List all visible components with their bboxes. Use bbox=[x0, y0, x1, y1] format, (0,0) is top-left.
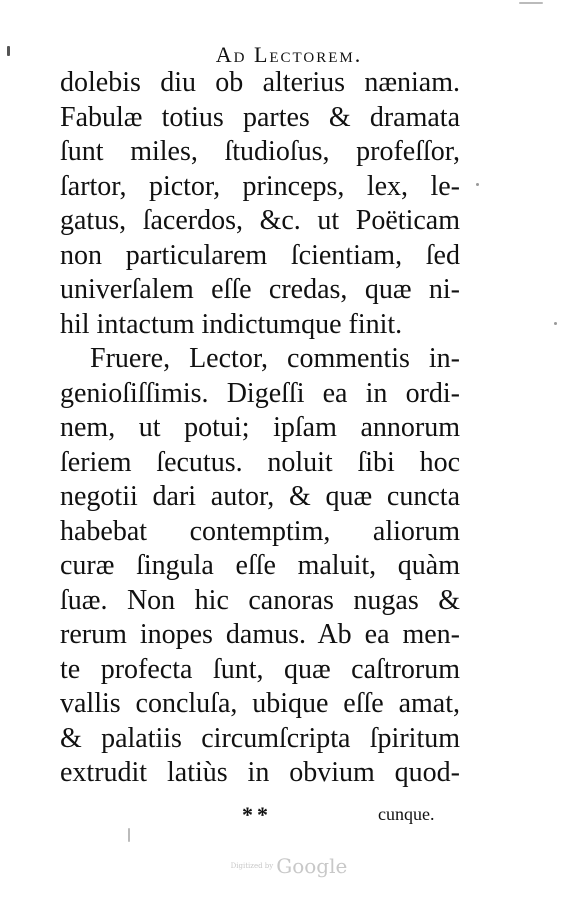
text-line: habebat contemptim, aliorum bbox=[60, 515, 460, 547]
paper-speck bbox=[7, 46, 10, 56]
catchword: cunque. bbox=[378, 804, 435, 824]
text-line: hil intactum indictumque finit. bbox=[60, 308, 403, 340]
paper-speck bbox=[519, 2, 543, 4]
text-line: univerſalem eſſe credas, quæ ni- bbox=[60, 274, 460, 305]
text-line: ſartor, pictor, princeps, lex, le- bbox=[60, 170, 460, 202]
text-line: te profecta ſunt, quæ caſtrorum bbox=[60, 653, 460, 685]
text-line: extrudit latiùs in obvium quod- bbox=[60, 757, 460, 788]
paper-speck bbox=[554, 322, 557, 325]
watermark-small-text: Digitized by bbox=[230, 862, 274, 870]
text-line: ſeriem ſecutus. noluit ſibi hoc bbox=[60, 446, 460, 478]
text-line: ſuæ. Non hic canoras nugas & bbox=[60, 584, 460, 616]
running-title: Ad Lectorem. bbox=[215, 42, 363, 67]
page-footer bbox=[0, 802, 578, 832]
paper-speck bbox=[476, 183, 479, 186]
text-line: dolebis diu ob alterius næniam. bbox=[60, 67, 460, 98]
text-line: Fruere, Lector, commentis in- bbox=[90, 343, 460, 374]
digitization-watermark bbox=[0, 854, 578, 878]
watermark-logo-text: Google bbox=[276, 854, 348, 878]
text-line: nem, ut potui; ipſam annorum bbox=[60, 412, 460, 443]
text-line: negotii dari autor, & quæ cuncta bbox=[60, 481, 460, 512]
text-line: gatus, ſacerdos, &c. ut Poëticam bbox=[60, 205, 460, 236]
text-line: non particularem ſcientiam, ſed bbox=[60, 239, 460, 271]
text-line: curæ ſingula eſſe maluit, quàm bbox=[60, 550, 460, 581]
text-line: vallis concluſa, ubique eſſe amat, bbox=[60, 688, 460, 719]
text-line: genioſiſſimis. Digeſſi ea in ordi- bbox=[60, 377, 460, 409]
paper-speck bbox=[128, 828, 130, 842]
text-line: ſunt miles, ſtudioſus, profeſſor, bbox=[60, 136, 460, 167]
text-line: rerum inopes damus. Ab ea men- bbox=[60, 619, 460, 650]
text-line: Fabulæ totius partes & dramata bbox=[60, 101, 460, 133]
signature-mark: ** bbox=[242, 802, 272, 827]
body-text bbox=[60, 66, 460, 791]
text-line: & palatiis circumſcripta ſpiritum bbox=[60, 722, 460, 754]
